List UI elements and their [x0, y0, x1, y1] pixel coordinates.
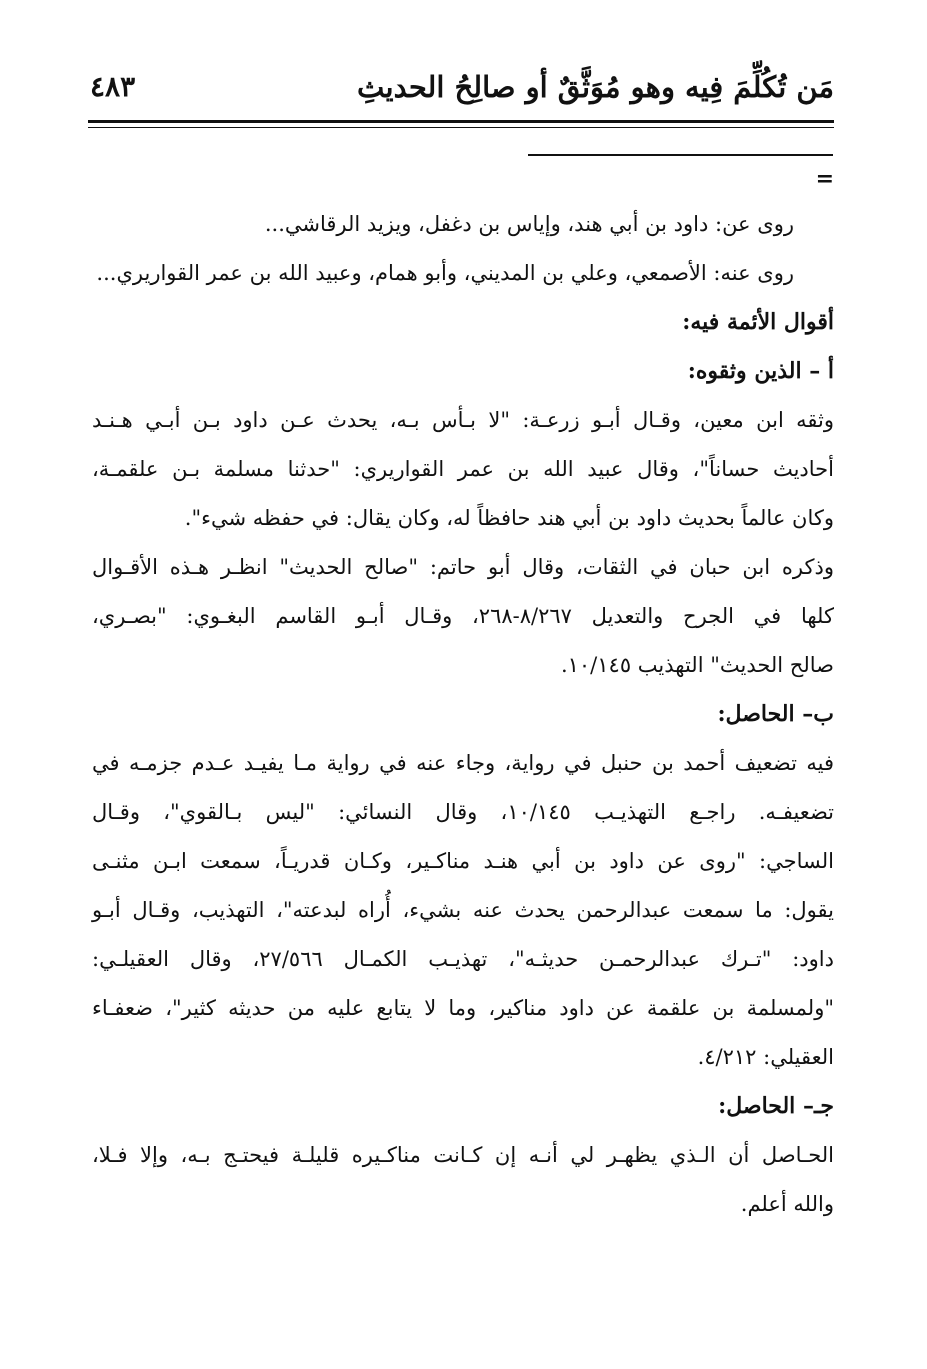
- section-b-heading: ب– الحاصل:: [717, 701, 834, 727]
- section-a-heading: أ – الذين وثقوه:: [687, 358, 834, 384]
- paragraph-line: الساجي: "روى عن داود بن أبي هنـد مناكـير، وكـان قدريـاً، سمعت ابـن مثنـى: [92, 849, 834, 873]
- header-rule-thick: [88, 120, 834, 123]
- footnote-separator: [528, 154, 833, 156]
- paragraph-line: كلها في الجرح والتعديل ٨/٢٦٧-٢٦٨، وقـال أبـو القاسم البغـوي: "بصـري،: [92, 604, 834, 628]
- paragraph-line: صالح الحديث" التهذيب ١٠/١٤٥.: [560, 653, 834, 677]
- paragraph-line: تضعيفـه. راجـع التهذيـب ١٠/١٤٥، وقال النسائي: "ليس بـالقوي"، وقـال: [92, 800, 834, 824]
- main-text: [92, 200, 834, 1229]
- section-c-heading: جـ– الحاصل:: [718, 1093, 834, 1119]
- narrated-by-line: روى عنه: الأصمعي، وعلي بن المديني، وأبو همام، وعبيد الله بن عمر القواريري...: [96, 261, 794, 285]
- paragraph-line: وكان عالماً بحديث داود بن أبي هند حافظاً له، وكان يقال: في حفظه شيء".: [184, 506, 834, 530]
- chapter-title: مَن تُكُلِّمَ فِيه وهو مُوَثَّقٌ أو صالِحُ الحديثِ: [357, 70, 834, 104]
- paragraph-line: والله أعلم.: [740, 1192, 834, 1216]
- paragraph-line: يقول: ما سمعت عبدالرحمن يحدث عنه بشيء، أُراه لبدعته"، التهذيب، وقـال أبـو: [92, 898, 834, 922]
- paragraph-line: فيه تضعيف أحمد بن حنبل في رواية، وجاء عنه في رواية مـا يفيـد عـدم جزمـه في: [92, 751, 834, 775]
- narrated-from-line: روى عن: داود بن أبي هند، وإياس بن دغفل، ويزيد الرقاشي...: [264, 212, 794, 236]
- header-rule-thin: [88, 127, 834, 128]
- paragraph-line: وذكره ابن حبان في الثقات، وقال أبو حاتم: "صالح الحديث" انظـر هـذه الأقـوال: [92, 555, 834, 579]
- paragraph-line: العقيلي: ٤/٢١٢.: [697, 1045, 834, 1069]
- continuation-mark: =: [815, 166, 834, 192]
- page-number: ٤٨٣: [90, 70, 136, 103]
- imams-heading: أقوال الأئمة فيه:: [682, 309, 834, 335]
- paragraph-line: داود: "تـرك عبدالرحمـن حديثـه"، تهذيـب الكمـال ٢٧/٥٦٦، وقال العقيلـي:: [92, 947, 834, 971]
- paragraph-line: الحـاصل أن الـذي يظهـر لي أنـه إن كـانت مناكـيره قليلـة فيحتـج بـه، وإلا فـلا،: [92, 1143, 834, 1167]
- paragraph-line: وثقه ابن معين، وقـال أبـو زرعـة: "لا بـأس بـه، يحدث عـن داود بـن أبـي هـنـد: [92, 408, 834, 432]
- running-header: [88, 64, 834, 114]
- paragraph-line: أحاديث حساناً"، وقال عبيد الله بن عمر القواريري: "حدثنا مسلمة بـن علقمـة،: [92, 457, 834, 481]
- paragraph-line: "ولمسلمة بن علقمة عن داود مناكير، وما لا يتابع عليه من حديثه كثير"، ضعفـاء: [92, 996, 834, 1020]
